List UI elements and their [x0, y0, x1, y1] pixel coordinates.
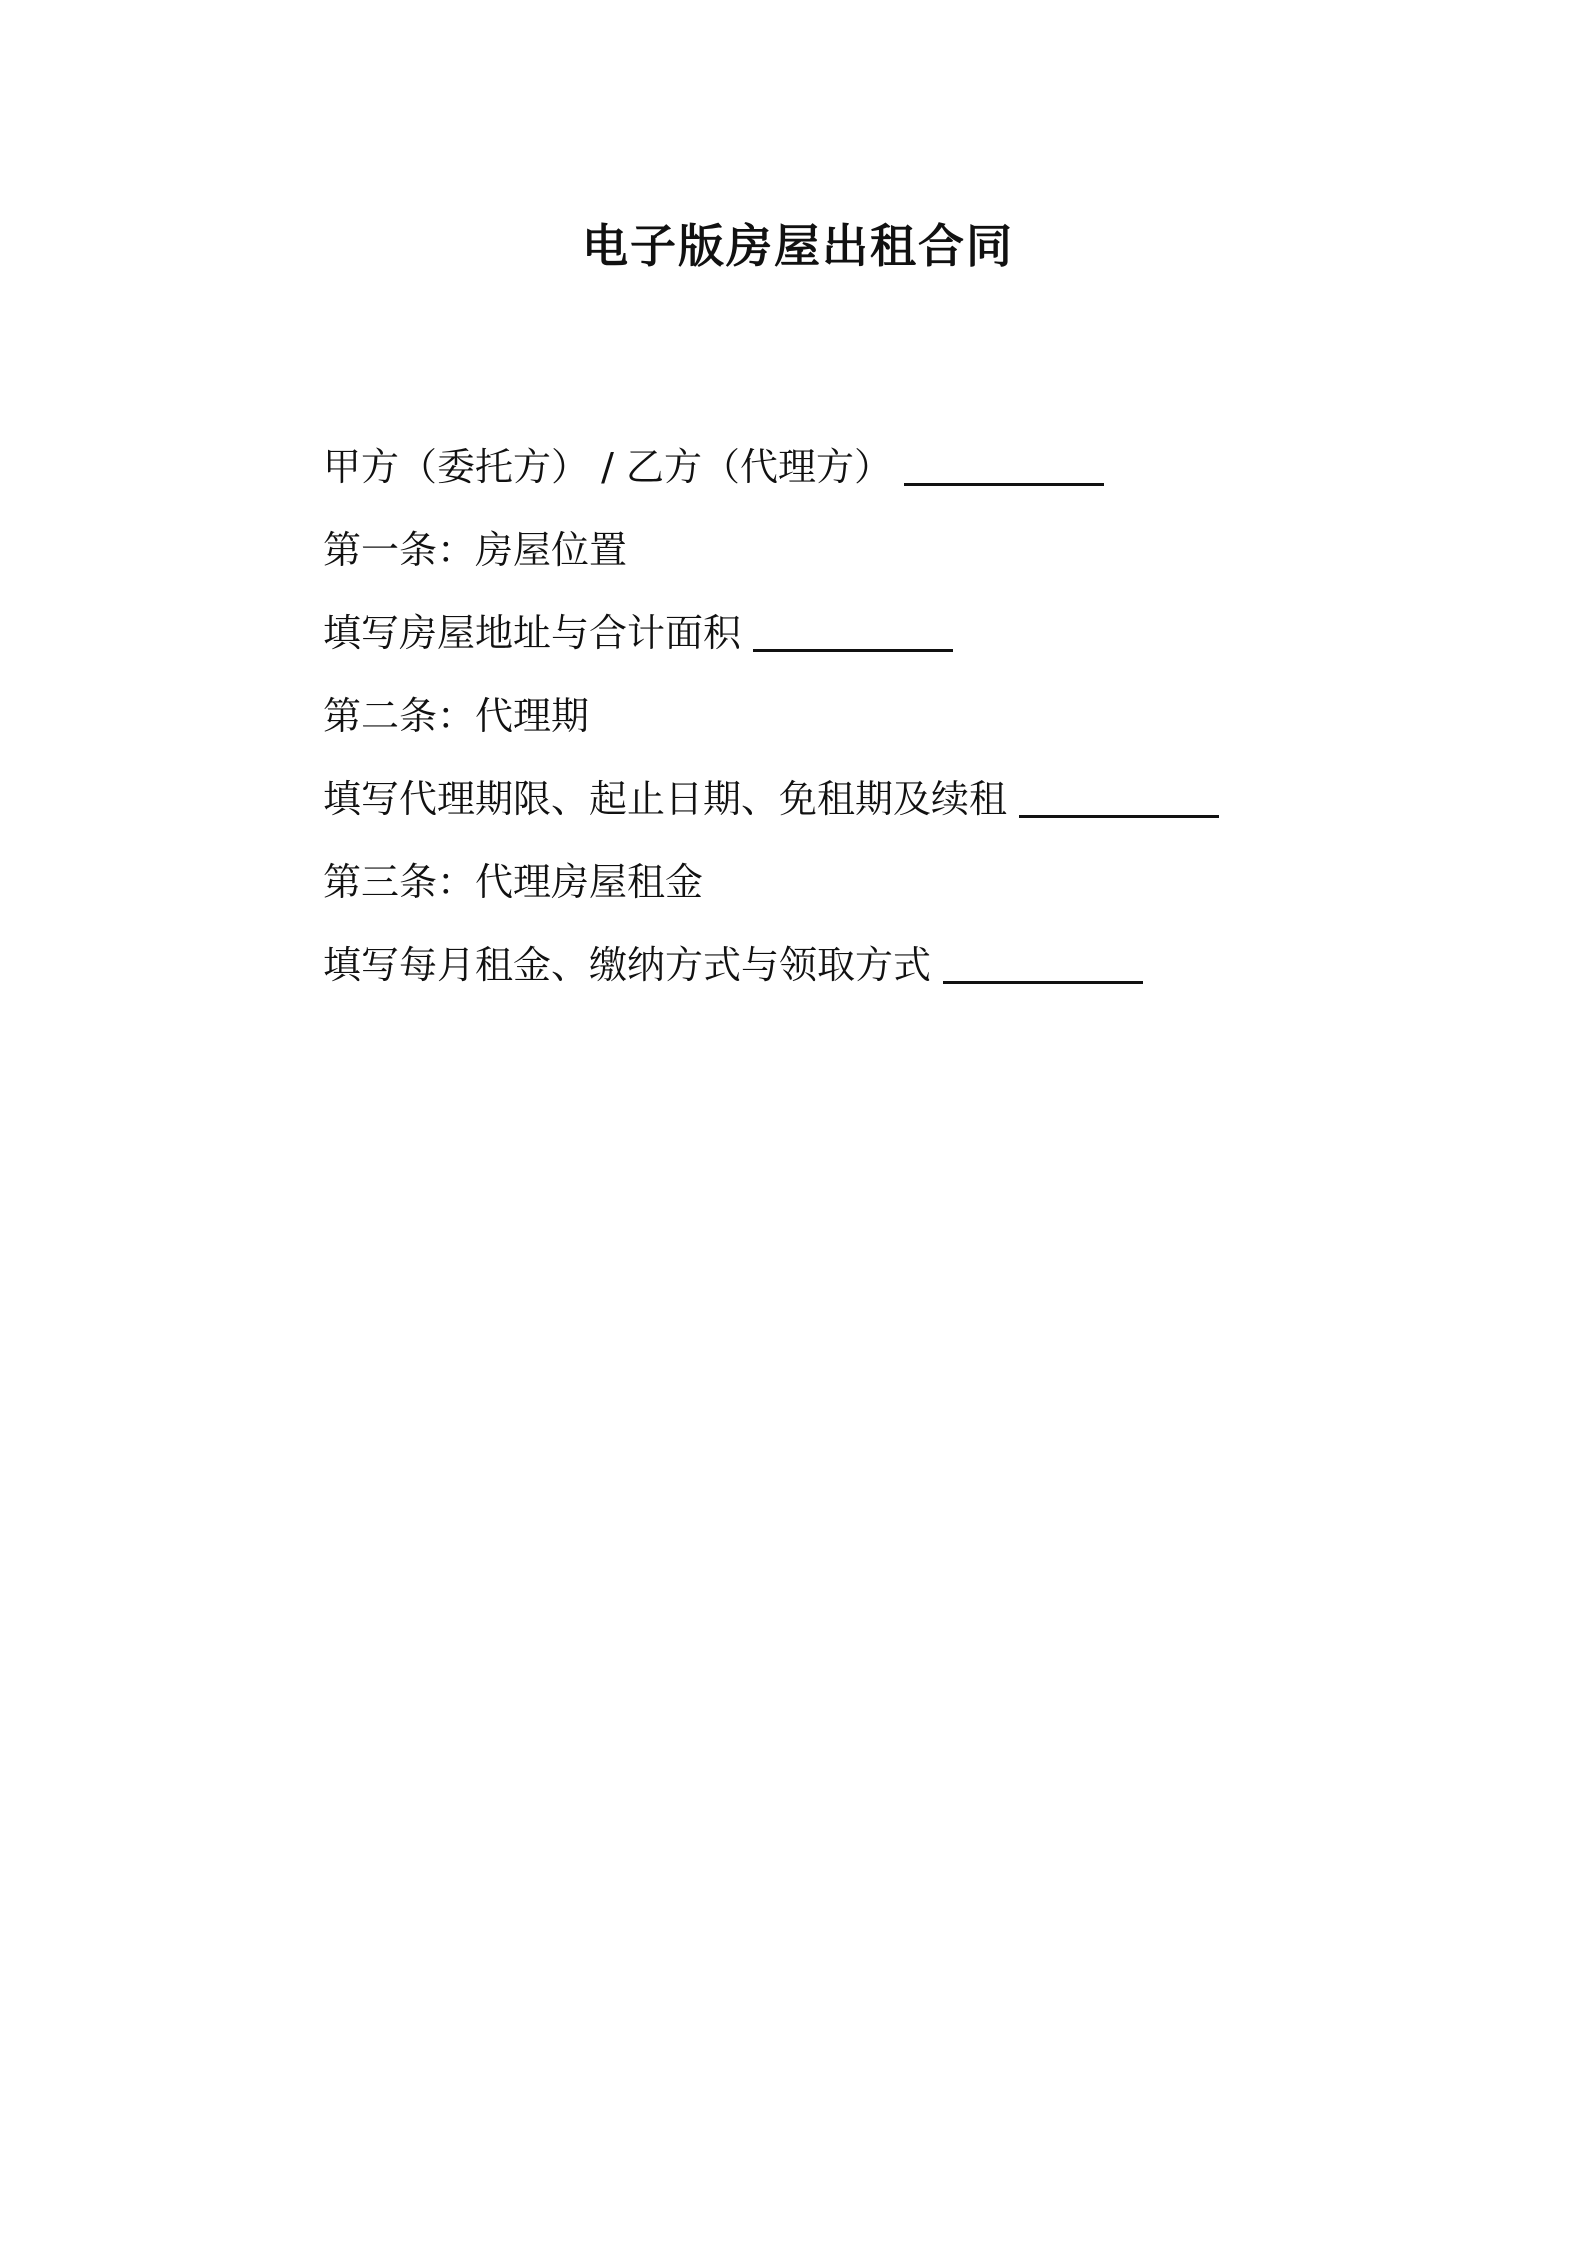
section-3-note [240, 924, 1356, 1007]
parties-text: 甲方（委托方） / 乙方（代理方） [323, 445, 892, 489]
document-title: 电子版房屋出租合同 [582, 219, 1014, 273]
section-1: 第一条：房屋位置 [323, 528, 628, 572]
section-1-note [240, 592, 1356, 675]
blank-field[interactable] [904, 443, 1104, 486]
section-1-note-text: 填写房屋地址与合计面积 [323, 611, 742, 655]
section-2-note-text: 填写代理期限、起止日期、免租期及续租 [323, 777, 1008, 821]
section-3-note-text: 填写每月租金、缴纳方式与领取方式 [323, 943, 932, 987]
blank-field[interactable] [943, 941, 1143, 984]
parties-line [240, 426, 1356, 509]
section-2: 第二条：代理期 [323, 694, 590, 738]
section-3: 第三条：代理房屋租金 [323, 860, 704, 904]
section-2-note [240, 758, 1356, 841]
blank-field[interactable] [1019, 775, 1219, 818]
blank-field[interactable] [753, 609, 953, 652]
